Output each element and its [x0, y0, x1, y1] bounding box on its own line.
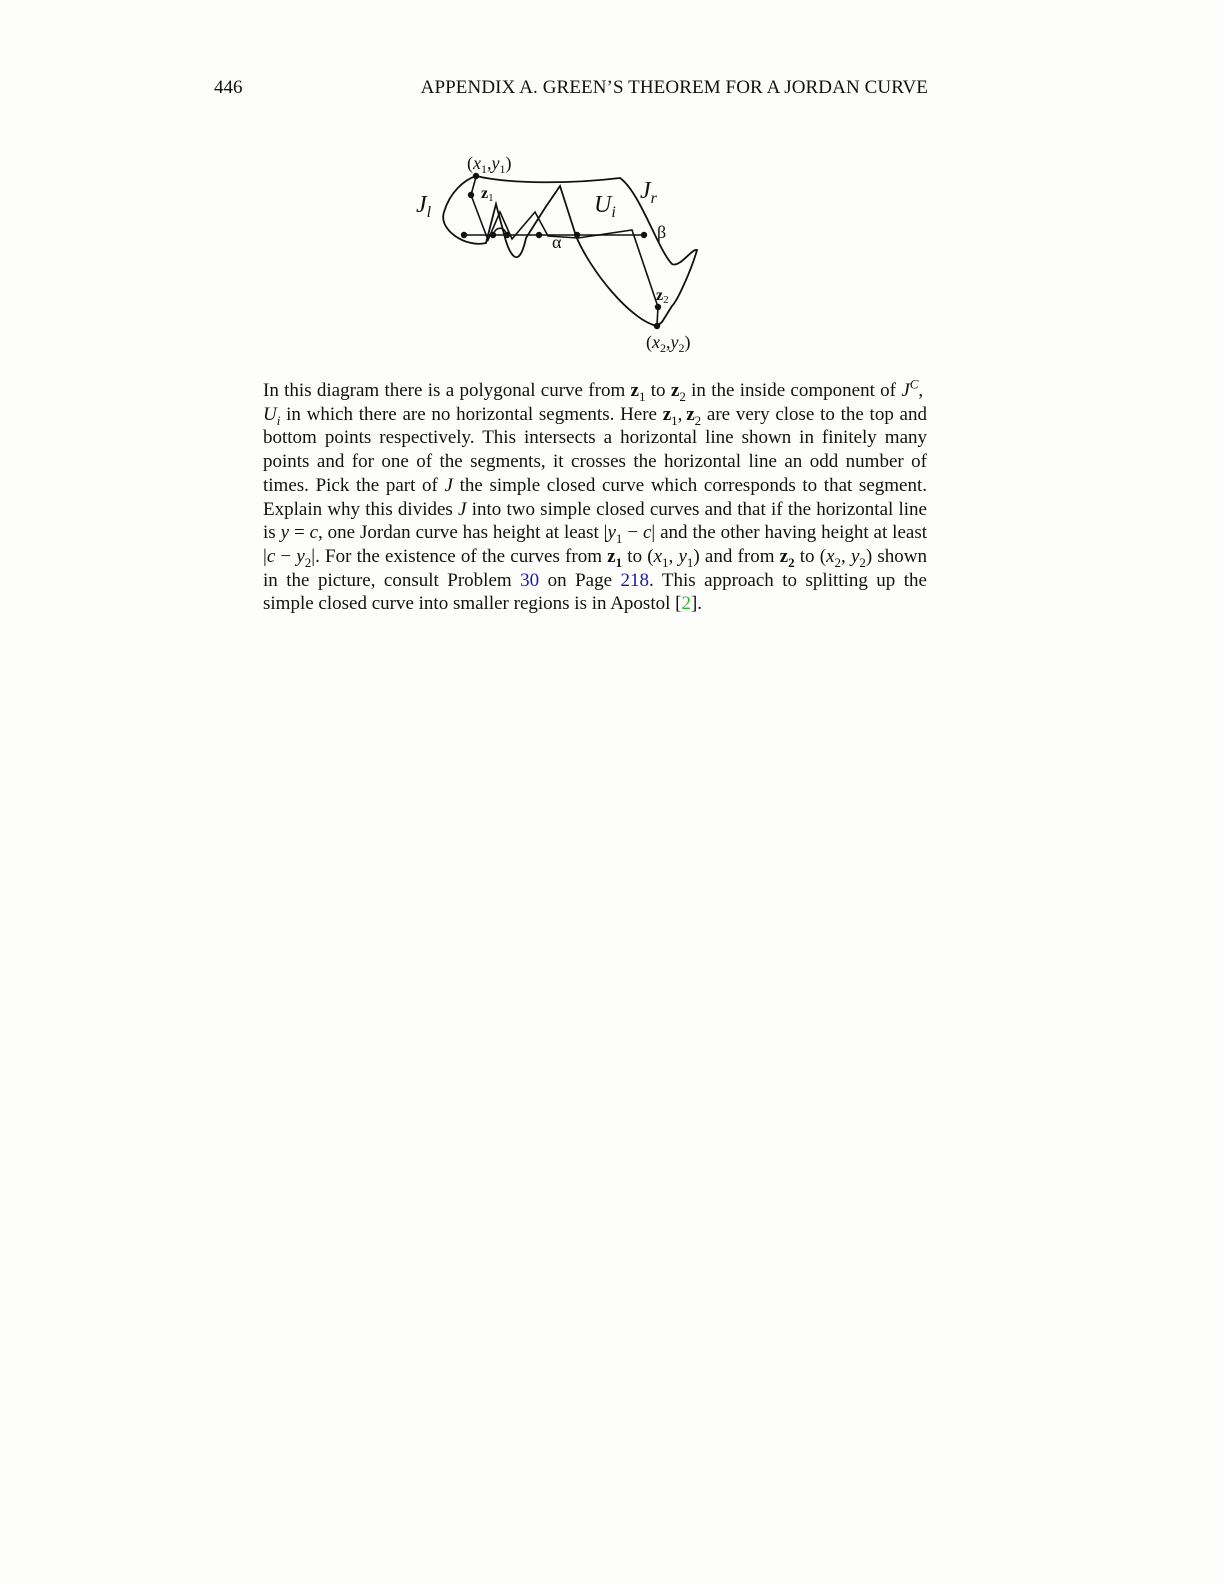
chapter-title: APPENDIX A. GREEN’S THEOREM FOR A JORDAN CURVE: [420, 77, 928, 98]
label-alpha: α: [552, 232, 562, 252]
jordan-curve-figure: [400, 140, 720, 360]
crossing-point-alpha: [574, 232, 580, 238]
problem-link[interactable]: 30: [520, 569, 540, 591]
crossing-point-1: [461, 232, 467, 238]
bottom-point: [654, 323, 660, 329]
label-z2: z2: [656, 287, 669, 306]
label-bottom-point: $(x_2,y_2)$: [646, 332, 691, 355]
page-number: 446: [214, 77, 243, 98]
z1-point: [468, 192, 474, 198]
page-link[interactable]: 218: [620, 569, 650, 591]
crossing-point-4: [536, 232, 542, 238]
label-top-point: $(x_1,y_1)$: [467, 153, 512, 176]
body-paragraph: In this diagram there is a polygonal curve from $z_1$ to $z_2$ in the inside component of $J^C$, $U_i$ in which there are no horizontal segments. Here $z_1$, $z_2$ are very close to the top and bottom points respectively. This intersects a horizontal line shown in finitely many points and for one of the segments, it crosses the horizontal line an odd number of times. Pick the part of J the simple closed curve which corresponds to that segment. Explain why this divides J into two simple closed curves and that if the horizontal line is y = c, one Jordan curve has height at least $|y_1 - c|$ and the other having height at least $|c - y_2|$. For the existence of the curves from $z_1$ to ($x_1$, $y_1$) and from $z_2$ to ($x_2$, $y_2$) shown in the picture, consult Problem 30 on Page 218. This approach to splitting up the simple closed curve into smaller regions is in Apostol [2].: [263, 376, 928, 615]
z2-point: [655, 304, 661, 310]
polygonal-curve: [471, 195, 658, 307]
crossing-point-beta: [641, 232, 647, 238]
label-z1: z1: [481, 185, 494, 204]
citation-link[interactable]: 2: [681, 593, 691, 615]
label-jl: $J_l$: [416, 192, 432, 221]
crossing-point-3: [504, 232, 510, 238]
crossing-point-2: [490, 232, 496, 238]
label-jr: $J_r$: [640, 178, 657, 207]
label-ui: $U_i$: [594, 192, 616, 221]
figure-svg: [400, 140, 720, 360]
top-point: [473, 173, 479, 179]
label-beta: β: [657, 222, 667, 242]
